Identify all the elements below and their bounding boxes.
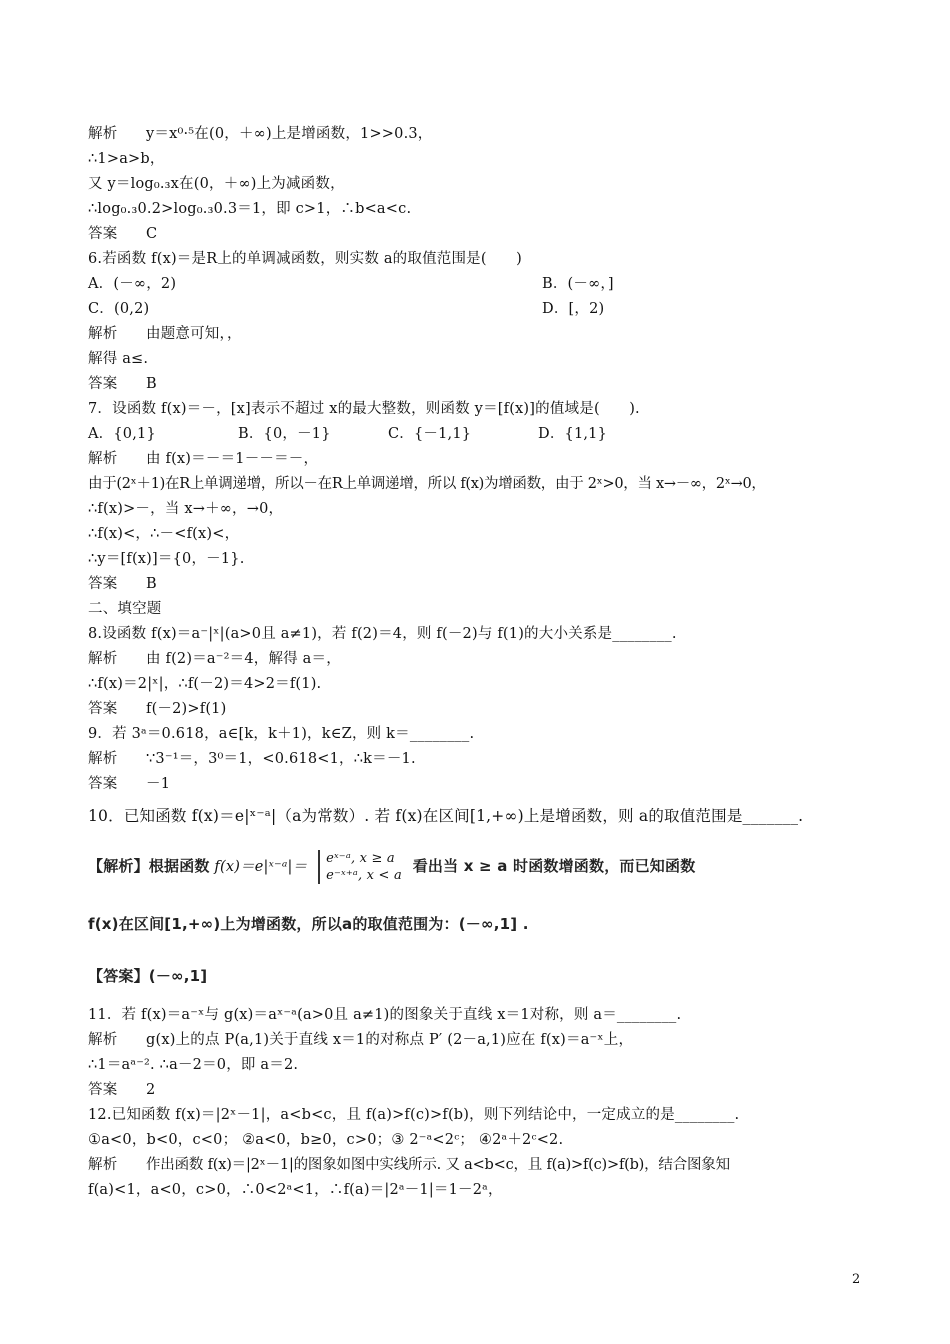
text-line: ∴log₀.₃0.2>log₀.₃0.3＝1，即 c>1，∴b<a<c. <box>88 201 412 217</box>
text-line: 由于(2ˣ＋1)在R上单调递增，所以－在R上单调递增，所以 f(x)为增函数，由于 2ˣ>0，当 x→－∞，2ˣ→0， <box>88 476 766 492</box>
text-line: 解析 由 f(2)＝a⁻²＝4，解得 a＝， <box>88 651 341 667</box>
text-line: 答案 B <box>88 376 157 392</box>
text-line: ∴f(x)＝2|ˣ|，∴f(－2)＝4>2＝f(1). <box>88 676 322 692</box>
question-7: 7．设函数 f(x)＝－，[x]表示不超过 x的最大整数，则函数 y＝[f(x)]的值域是( ). <box>88 401 640 417</box>
text-line: 答案 f(－2)>f(1) <box>88 701 227 717</box>
options-row: A．(－∞，2) B．(－∞，] <box>88 276 614 292</box>
piecewise-brace: eˣ⁻ᵃ, x ≥ a e⁻ˣ⁺ᵃ, x < a <box>318 850 402 884</box>
text-line: ∴y＝[f(x)]＝{0，－1}. <box>88 551 245 567</box>
text-line: 解得 a≤. <box>88 351 149 367</box>
text-line: 答案 B <box>88 576 157 592</box>
section-heading: 二、填空题 <box>88 601 162 617</box>
question-9: 9．若 3ᵃ＝0.618，a∈[k，k＋1)，k∈Z，则 k＝________. <box>88 726 475 742</box>
text-line: 答案 －1 <box>88 776 171 792</box>
options-row: C．(0,2) D．[，2) <box>88 301 605 317</box>
text-line: ①a<0，b<0，c<0； ②a<0，b≥0，c>0；③ 2⁻ᵃ<2ᶜ； ④2ᵃ＋2ᶜ<2. <box>88 1132 564 1148</box>
text-line: 解析 g(x)上的点 P(a,1)关于直线 x＝1的对称点 P′ (2－a,1)应在 f(x)＝a⁻ˣ上， <box>88 1032 634 1048</box>
page-number: 2 <box>852 1272 861 1287</box>
text-line: 答案 C <box>88 226 158 242</box>
text-line: 解析 由题意可知，， <box>88 326 242 342</box>
question-10: 10．已知函数 f(x)＝e|ˣ⁻ᵃ|（a为常数）. 若 f(x)在区间[1,+∞)上是增函数，则 a的取值范围是_______. <box>88 807 804 825</box>
text-line: ∴f(x)<，∴－<f(x)<， <box>88 526 240 542</box>
question-8: 8.设函数 f(x)＝a⁻|ˣ|(a>0且 a≠1)，若 f(2)＝4，则 f(－2)与 f(1)的大小关系是________. <box>88 626 677 642</box>
question-6: 6.若函数 f(x)＝是R上的单调减函数，则实数 a的取值范围是( ) <box>88 251 522 267</box>
text-line: 解析 作出函数 f(x)＝|2ˣ－1|的图象如图中实线所示. 又 a<b<c，且 f(a)>f(c)>f(b)，结合图象知 <box>88 1157 730 1173</box>
q10-solution: 【解析】根据函数 f(x)＝e|ˣ⁻ᵃ|＝ eˣ⁻ᵃ, x ≥ a e⁻ˣ⁺ᵃ, x < a 看出当 x ≥ a 时函数增函数，而已知函数 <box>88 851 696 883</box>
text-line: ∴f(x)>－，当 x→＋∞，→0， <box>88 501 284 517</box>
text-line: 解析 y＝x⁰·⁵在(0，＋∞)上是增函数，1>>0.3， <box>88 126 433 142</box>
text-line: f(a)<1，a<0，c>0，∴0<2ᵃ<1，∴f(a)＝|2ᵃ－1|＝1－2ᵃ， <box>88 1182 503 1198</box>
q10-solution-continued: f(x)在区间[1,+∞)上为增函数，所以a的取值范围为：(－∞,1] . <box>88 915 529 933</box>
text-line: 解析 ∵3⁻¹＝，3⁰＝1，<0.618<1，∴k＝－1. <box>88 751 416 767</box>
text-line: 又 y＝log₀.₃x在(0，＋∞)上为减函数， <box>88 176 345 192</box>
question-11: 11．若 f(x)＝a⁻ˣ与 g(x)＝aˣ⁻ᵃ(a>0且 a≠1)的图象关于直线 x＝1对称，则 a＝________. <box>88 1007 682 1023</box>
text-line: ∴1＝aᵃ⁻². ∴a－2＝0，即 a＝2. <box>88 1057 299 1073</box>
q10-answer: 【答案】(－∞,1] <box>88 967 208 985</box>
text-line: 答案 2 <box>88 1082 156 1098</box>
options-row: A．{0,1} B．{0，－1} C．{－1,1} D．{1,1} <box>88 426 608 442</box>
text-line: ∴1>a>b， <box>88 151 165 167</box>
question-12: 12.已知函数 f(x)＝|2ˣ－1|，a<b<c，且 f(a)>f(c)>f(b)，则下列结论中，一定成立的是________. <box>88 1107 740 1123</box>
text-line: 解析 由 f(x)＝－＝1－－＝－， <box>88 451 319 467</box>
